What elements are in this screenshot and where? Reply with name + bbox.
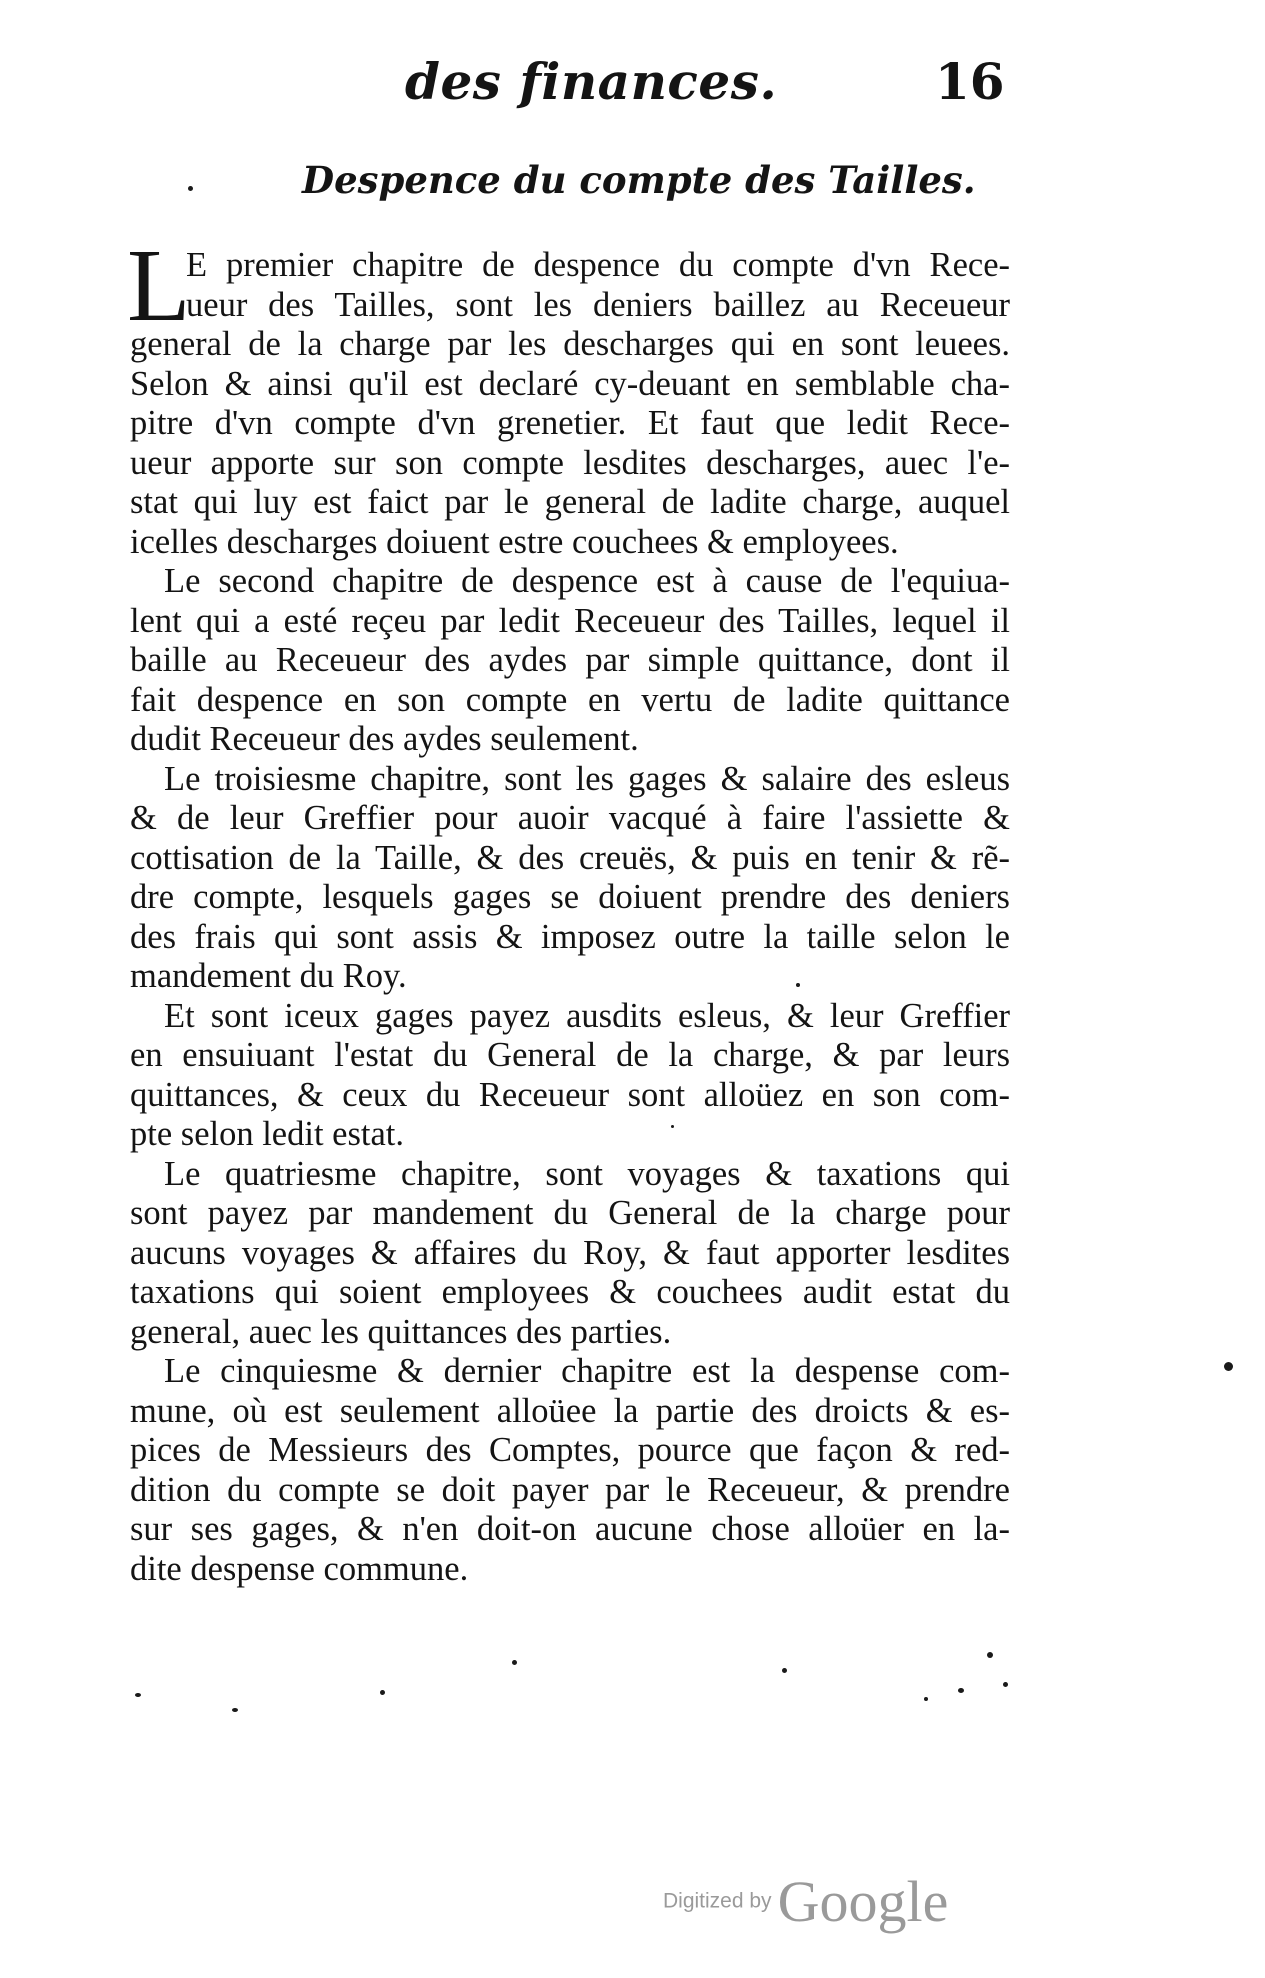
scan-speck	[958, 1688, 964, 1693]
text-line: mandement du Roy.	[130, 957, 407, 995]
drop-cap: L	[127, 228, 191, 343]
text-line: Le troisiesme chapitre, sont les gages & salaire des esleus	[164, 759, 1010, 798]
text-line: pitre d'vn compte d'vn grenetier. Et faut que ledit Rece-	[130, 404, 1010, 442]
scan-speck	[188, 186, 193, 191]
scan-speck	[987, 1652, 993, 1658]
text-line: lent qui a esté reçeu par ledit Receueur des Tailles, lequel il	[130, 601, 1010, 640]
text-line: ueur des Tailles, sont les deniers baillez au Receueur	[186, 285, 1010, 324]
google-logo: Google	[777, 1869, 949, 1934]
text-line: taxations qui soient employees & couchees audit estat du	[130, 1273, 1010, 1311]
text-line: mune, où est seulement alloüee la partie des droicts & es-	[130, 1391, 1010, 1430]
text-line: pte selon ledit estat.	[130, 1115, 405, 1153]
text-line: E premier chapitre de despence du compte d'vn Rece-	[186, 246, 1010, 284]
text-line: & de leur Greffier pour auoir vacqué à faire l'assiette &	[130, 799, 1010, 837]
text-line: des frais qui sont assis & imposez outre la taille selon le	[130, 917, 1010, 956]
text-line: ueur apporte sur son compte lesdites descharges, auec l'e-	[130, 443, 1010, 482]
text-line: dite despense commune.	[130, 1549, 469, 1588]
text-line: Selon & ainsi qu'il est declaré cy-deuant en semblable cha-	[130, 364, 1010, 403]
text-line: quittances, & ceux du Receueur sont alloüez en son com-	[130, 1075, 1010, 1114]
text-line: baille au Receueur des aydes par simple quittance, dont il	[130, 641, 1010, 679]
scan-speck	[232, 1708, 238, 1712]
running-head: des finances.	[405, 52, 778, 111]
paragraph-3	[130, 760, 1010, 997]
paragraph-5	[130, 1155, 1010, 1353]
scan-speck	[1224, 1362, 1233, 1371]
text-line: icelles descharges doiuent estre couchees & employees.	[130, 522, 899, 561]
section-title: Despence du compte des Tailles.	[302, 158, 976, 202]
text-line: sur ses gages, & n'en doit-on aucune chose alloüer en la-	[130, 1510, 1010, 1548]
body-text	[130, 246, 1010, 1589]
text-line: stat qui luy est faict par le general de ladite charge, auquel	[130, 483, 1010, 521]
scan-speck	[380, 1690, 385, 1695]
watermark-prefix: Digitized by	[663, 1889, 772, 1913]
page-number: 16	[935, 52, 1005, 111]
text-line: sont payez par mandement du General de la charge pour	[130, 1194, 1010, 1232]
paragraph-6	[130, 1352, 1010, 1589]
scan-speck	[671, 1125, 674, 1128]
text-line: pices de Messieurs des Comptes, pource que façon & red-	[130, 1431, 1010, 1469]
text-line: en ensuiuant l'estat du General de la charge, & par leurs	[130, 1036, 1010, 1074]
paragraph-2	[130, 562, 1010, 760]
text-line: general de la charge par les descharges qui en sont leuees.	[130, 325, 1010, 363]
scan-speck	[782, 1668, 787, 1673]
paragraph-4	[130, 997, 1010, 1155]
text-line: aucuns voyages & affaires du Roy, & faut apporter lesdites	[130, 1233, 1010, 1272]
paragraph-1	[130, 246, 1010, 562]
text-line: dudit Receueur des aydes seulement.	[130, 720, 639, 758]
scan-speck	[1003, 1682, 1008, 1687]
text-line: Et sont iceux gages payez ausdits esleus, & leur Greffier	[164, 996, 1010, 1035]
digitized-watermark	[663, 1868, 948, 1935]
text-line: cottisation de la Taille, & des creuës, & puis en tenir & rẽ-	[130, 838, 1010, 877]
text-line: Le cinquiesme & dernier chapitre est la despense com-	[164, 1352, 1010, 1390]
text-line: Le quatriesme chapitre, sont voyages & taxations qui	[164, 1154, 1010, 1193]
scan-speck	[796, 983, 800, 987]
scan-speck	[512, 1660, 517, 1665]
text-line: fait despence en son compte en vertu de ladite quittance	[130, 680, 1010, 719]
text-line: general, auec les quittances des parties.	[130, 1312, 672, 1351]
scan-speck	[135, 1693, 141, 1697]
text-line: Le second chapitre de despence est à cause de l'equiua-	[164, 562, 1010, 600]
text-line: dition du compte se doit payer par le Receueur, & prendre	[130, 1470, 1010, 1509]
scan-speck	[924, 1697, 928, 1701]
text-line: dre compte, lesquels gages se doiuent prendre des deniers	[130, 878, 1010, 916]
